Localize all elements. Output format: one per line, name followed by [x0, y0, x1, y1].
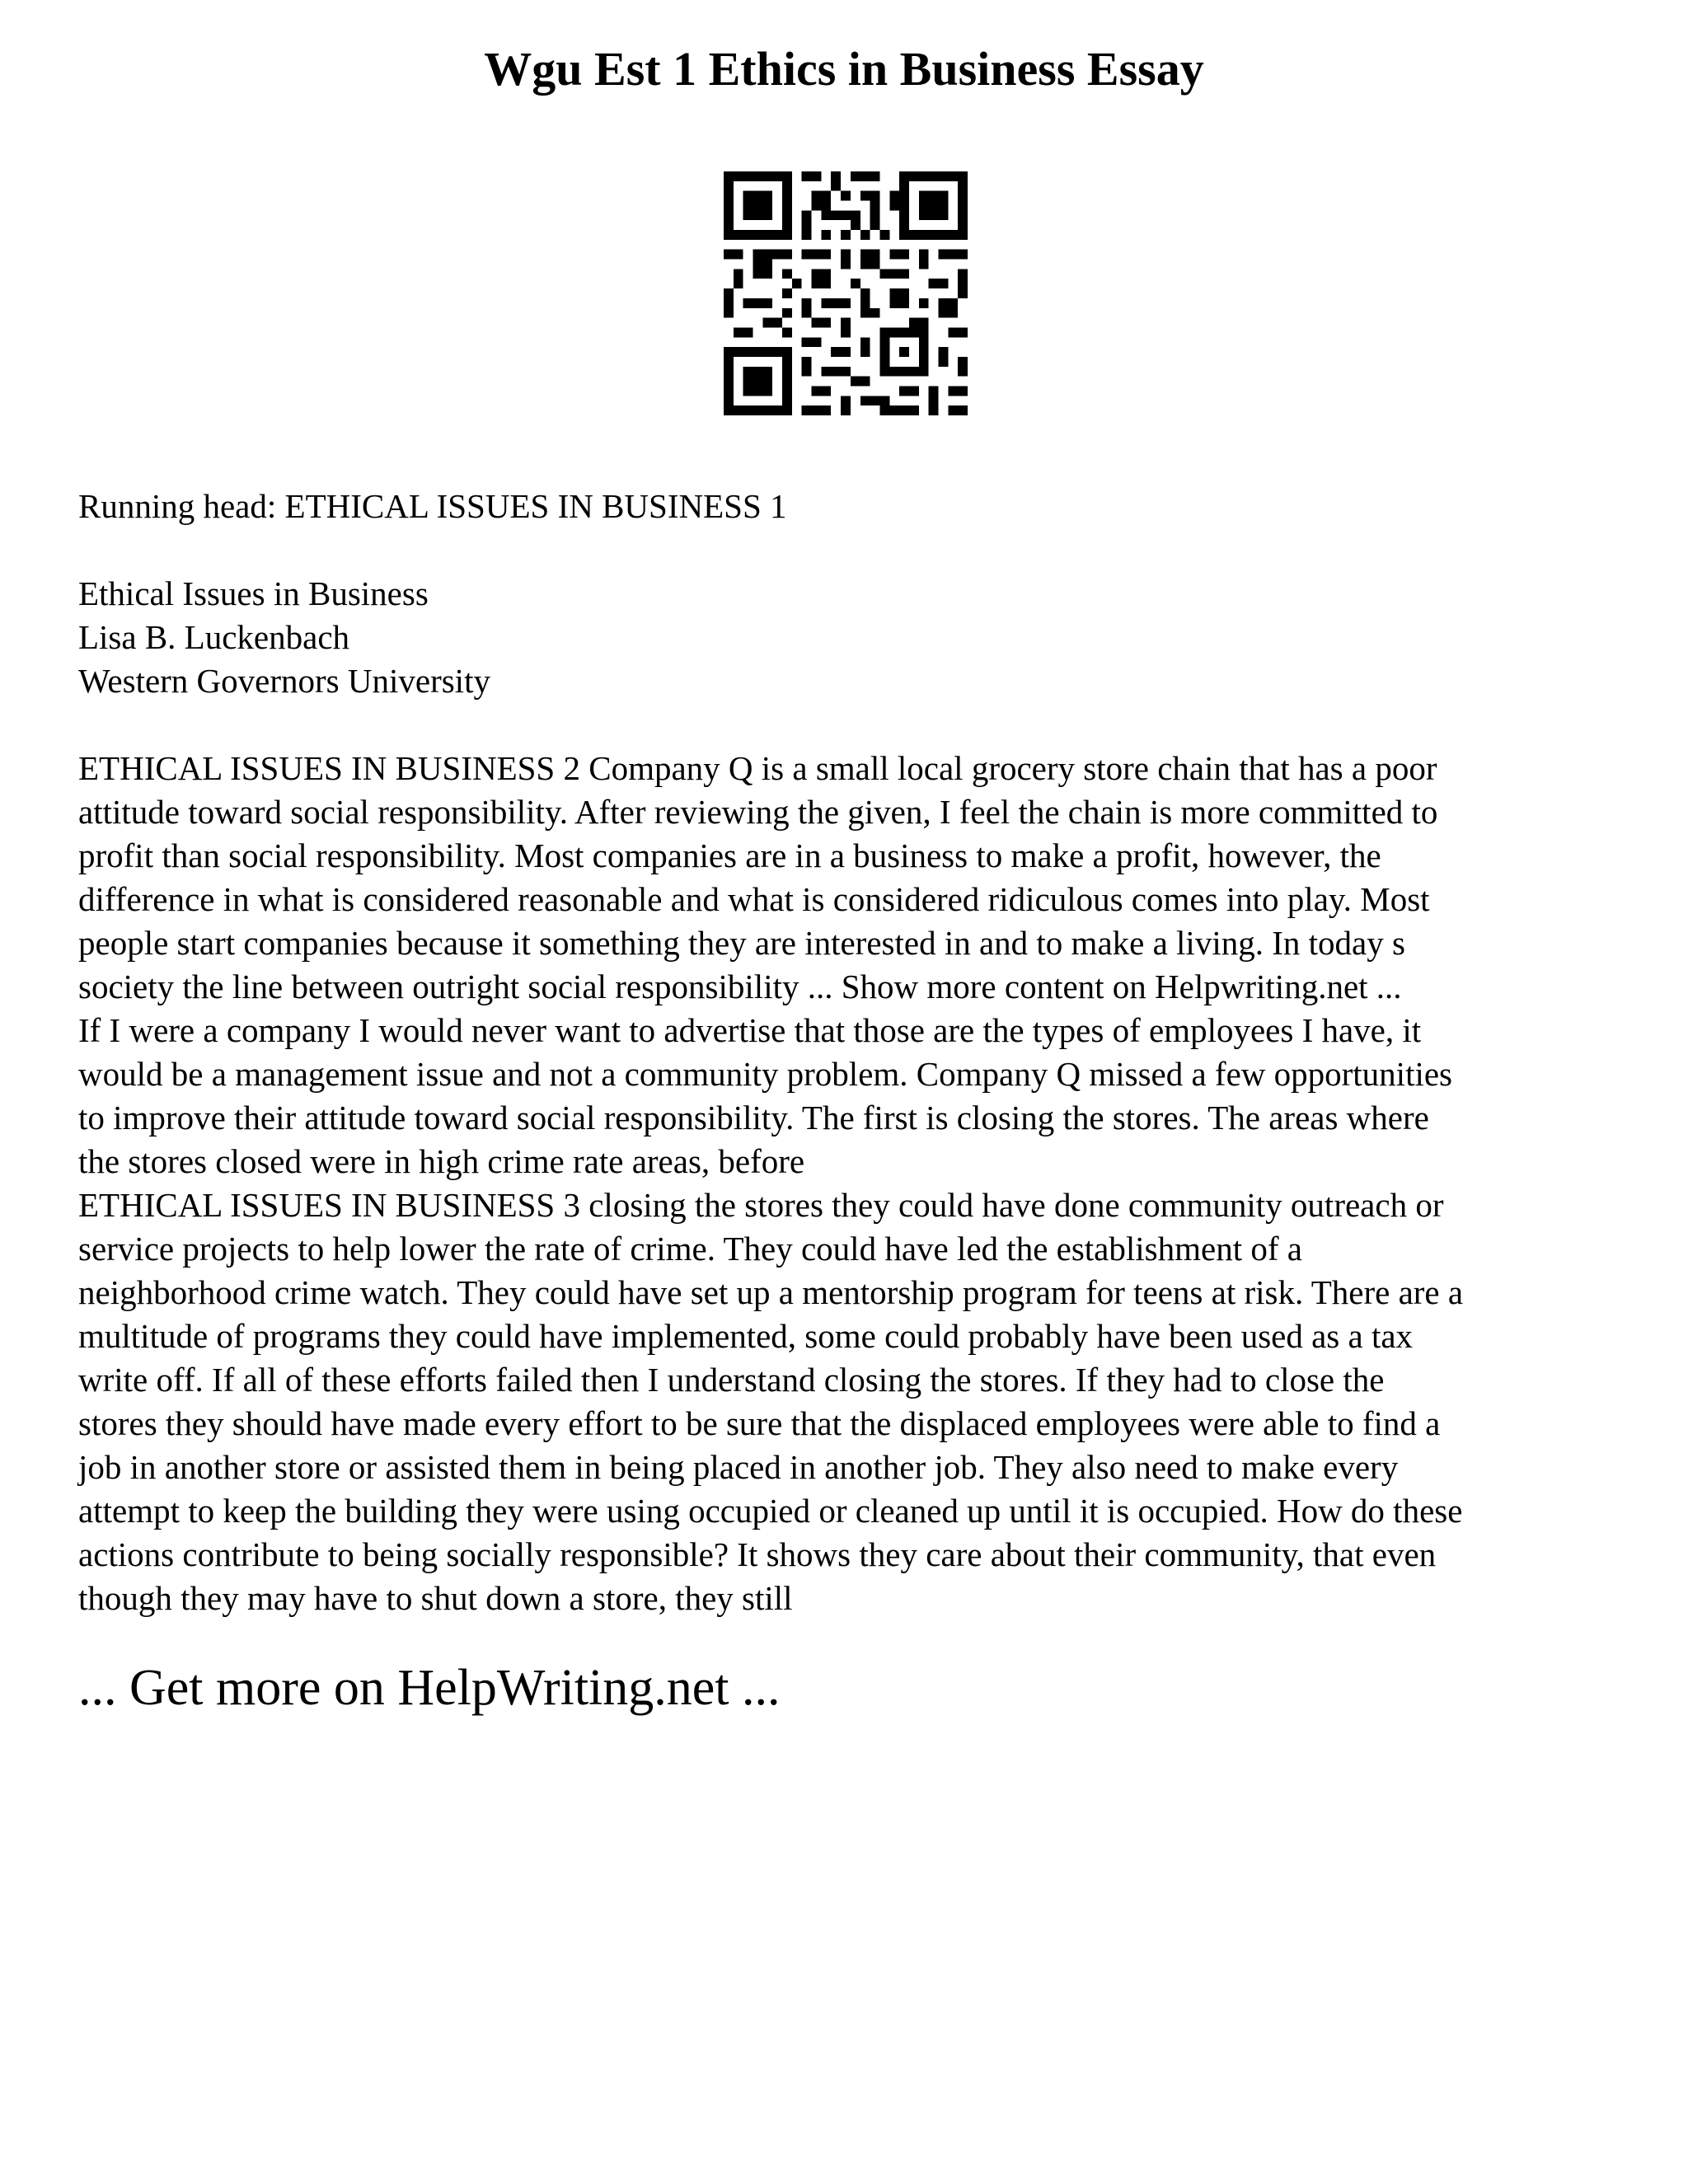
essay-line: people start companies because it something they are interested in and to make a living. In today s [78, 924, 1405, 962]
essay-body [78, 747, 1628, 1620]
essay-line: multitude of programs they could have implemented, some could probably have been used as a tax [78, 1317, 1414, 1355]
document-title: Wgu Est 1 Ethics in Business Essay [484, 42, 1204, 96]
author-name: Lisa B. Luckenbach [78, 618, 350, 656]
title-block [78, 572, 1628, 703]
essay-line: actions contribute to being socially responsible? It shows they care about their community, that even [78, 1535, 1437, 1573]
essay-line: write off. If all of these efforts failed then I understand closing the stores. If they had to close the [78, 1361, 1385, 1399]
essay-line: would be a management issue and not a community problem. Company Q missed a few opportunities [78, 1055, 1453, 1093]
essay-line: If I were a company I would never want to advertise that those are the types of employees I have, it [78, 1011, 1422, 1049]
running-head: Running head: ETHICAL ISSUES IN BUSINESS 1 [78, 487, 787, 525]
essay-line: job in another store or assisted them in being placed in another job. They also need to make every [78, 1448, 1399, 1486]
essay-line: attitude toward social responsibility. After reviewing the given, I feel the chain is more committed to [78, 793, 1438, 831]
essay-line: neighborhood crime watch. They could have set up a mentorship program for teens at risk. There are a [78, 1273, 1464, 1311]
essay-line: service projects to help lower the rate of crime. They could have led the establishment of a [78, 1230, 1302, 1268]
essay-line: difference in what is considered reasonable and what is considered ridiculous comes into play. Most [78, 880, 1430, 918]
essay-line: though they may have to shut down a store, they still [78, 1579, 793, 1617]
essay-line: to improve their attitude toward social responsibility. The first is closing the stores. The areas where [78, 1099, 1429, 1137]
essay-line: society the line between outright social responsibility ... Show more content on Helpwriting.net ... [78, 968, 1402, 1005]
essay-line: attempt to keep the building they were using occupied or cleaned up until it is occupied. How do these [78, 1492, 1463, 1530]
paper-title: Ethical Issues in Business [78, 574, 429, 612]
get-more-link[interactable]: ... Get more on HelpWriting.net ... [78, 1660, 781, 1716]
institution-name: Western Governors University [78, 662, 490, 700]
essay-line: stores they should have made every effort to be sure that the displaced employees were able to find a [78, 1404, 1441, 1442]
essay-line: ETHICAL ISSUES IN BUSINESS 3 closing the stores they could have done community outreach or [78, 1186, 1444, 1224]
qr-code-icon[interactable] [724, 171, 968, 415]
essay-line: the stores closed were in high crime rate areas, before [78, 1142, 805, 1180]
essay-line: profit than social responsibility. Most companies are in a business to make a profit, however, the [78, 837, 1381, 874]
essay-line: ETHICAL ISSUES IN BUSINESS 2 Company Q is a small local grocery store chain that has a poor [78, 749, 1437, 787]
